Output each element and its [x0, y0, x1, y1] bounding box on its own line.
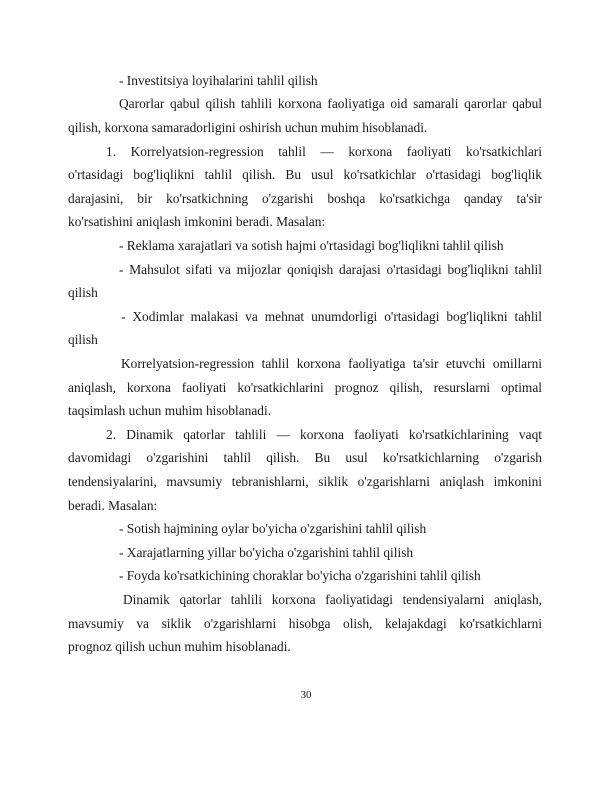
- bullet-profit-quarterly: - Foyda ko'rsatkichining choraklar bo'yicha o'zgarishini tahlil qilish: [119, 568, 481, 583]
- bullet-staff-qualification: - Xodimlar malakasi va mehnat unumdorligi o'rtasidagi bog'liqlikni tahlil: [121, 309, 542, 324]
- paragraph-line: Korrelyatsion-regression tahlil korxona faoliyatiga ta'sir etuvchi omillarni: [121, 356, 542, 371]
- numbered-item-2-heading: 2. Dinamik qatorlar tahlili — korxona faoliyati ko'rsatkichlarining vaqt: [106, 427, 542, 442]
- numbered-item-1-heading: 1. Korrelyatsion-regression tahlil — korxona faoliyati ko'rsatkichlari: [106, 144, 542, 159]
- bullet-investment-projects: - Investitsiya loyihalarini tahlil qilish: [119, 73, 318, 88]
- page-number: 30: [300, 689, 312, 701]
- paragraph-line: tendensiyalarini, mavsumiy tebranishlarni, siklik o'zgarishlarni aniqlash imkonini: [68, 474, 542, 489]
- paragraph-line: taqsimlash uchun muhim hisoblanadi.: [68, 403, 272, 418]
- bullet-sales-monthly: - Sotish hajmining oylar bo'yicha o'zgarishini tahlil qilish: [119, 521, 427, 536]
- paragraph-line: Dinamik qatorlar tahlili korxona faoliyatidagi tendensiyalarni aniqlash,: [123, 592, 542, 607]
- paragraph-line: qilish: [68, 285, 98, 300]
- paragraph-line: Qarorlar qabul qilish tahlili korxona faoliyatiga oid samarali qarorlar qabul: [119, 96, 542, 111]
- paragraph-line: darajasini, bir ko'rsatkichning o'zgarishi boshqa ko'rsatkichga qanday ta'sir: [68, 191, 542, 206]
- bullet-product-quality: - Mahsulot sifati va mijozlar qoniqish darajasi o'rtasidagi bog'liqlikni tahlil: [119, 262, 542, 277]
- bullet-costs-yearly: - Xarajatlarning yillar bo'yicha o'zgarishini tahlil qilish: [119, 545, 414, 560]
- paragraph-line: aniqlash, korxona faoliyati ko'rsatkichlarini prognoz qilish, resurslarni optimal: [68, 380, 542, 395]
- bullet-advertising: - Reklama xarajatlari va sotish hajmi o'rtasidagi bog'liqlikni tahlil qilish: [119, 238, 504, 253]
- paragraph-line: o'rtasidagi bog'liqlikni tahlil qilish. Bu usul ko'rsatkichlar o'rtasidagi bog'liqlik: [68, 167, 542, 182]
- paragraph-line: prognoz qilish uchun muhim hisoblanadi.: [68, 639, 291, 654]
- paragraph-line: mavsumiy va siklik o'zgarishlarni hisobga olish, kelajakdagi ko'rsatkichlarni: [68, 616, 542, 631]
- paragraph-line: beradi. Masalan:: [68, 498, 158, 513]
- paragraph-line: qilish, korxona samaradorligini oshirish uchun muhim hisoblanadi.: [68, 120, 428, 135]
- paragraph-line: ko'rsatishini aniqlash imkonini beradi. Masalan:: [68, 214, 326, 229]
- paragraph-line: davomidagi o'zgarishini tahlil qilish. Bu usul ko'rsatkichlarning o'zgarish: [68, 450, 542, 465]
- paragraph-line: qilish: [68, 332, 98, 347]
